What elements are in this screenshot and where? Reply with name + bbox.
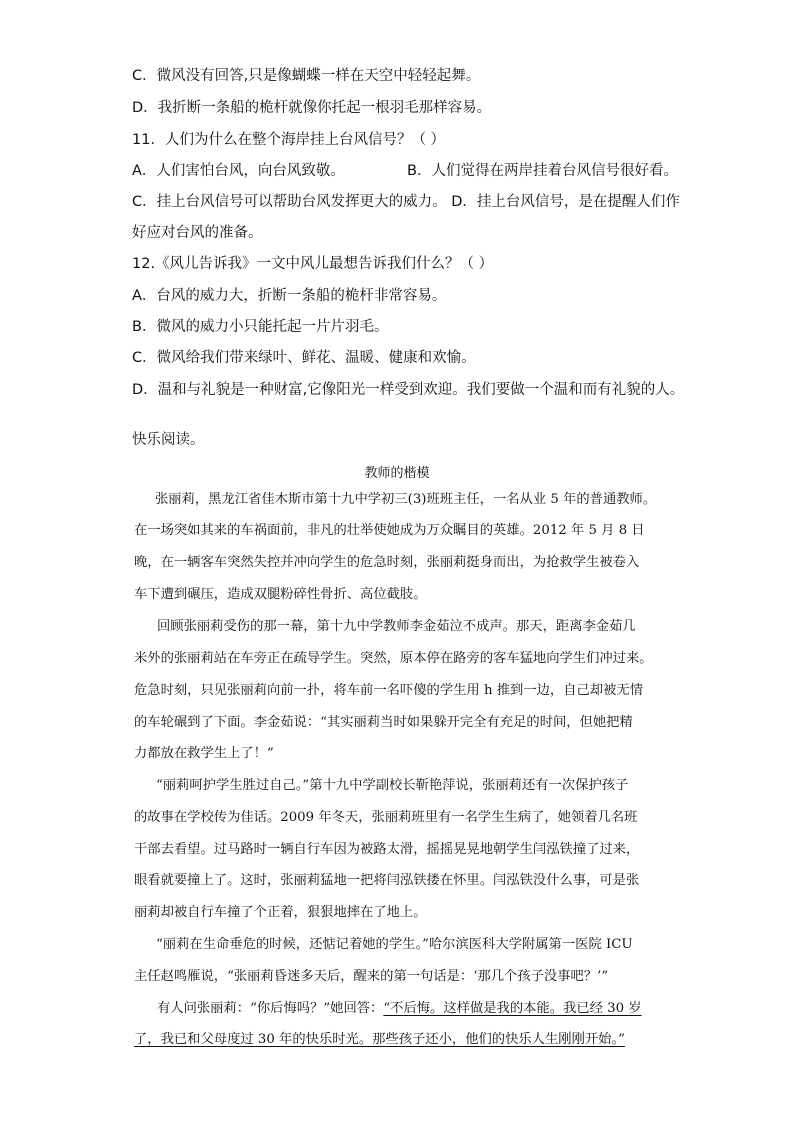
article-title: 教师的楷模 [364, 466, 430, 481]
underlined-answer-cont: 了，我已和父母度过 30 年的快乐时光。那些孩子还小，他们的快乐人生刚刚开始。” [134, 1032, 625, 1047]
article-line: 回顾张丽莉受伤的那一幕，第十九中学教师李金茹泣不成声。那天，距离李金茹几 [157, 619, 636, 634]
section-label: 快乐阅读。 [132, 432, 205, 448]
q11-stem: 11．人们为什么在整个海岸挂上台风信号？（ ） [132, 132, 446, 148]
underlined-answer: “不后悔。这样做是我的本能。我已经 30 岁 [383, 1001, 642, 1016]
q12-option-a: A．台风的威力大，折断一条船的桅杆非常容易。 [132, 288, 447, 304]
article-line: 在一场突如其来的车祸面前，非凡的壮举使她成为万众瞩目的英雄。2012 年 5 月 8 日 [134, 523, 645, 538]
article-line: 的车轮碾到了下面。李金茹说：“其实丽莉当时如果躲开完全有充足的时间，但她把精 [134, 715, 633, 730]
article-line: 米外的张丽莉站在车旁正在疏导学生。突然，原本停在路旁的客车猛地向学生们冲过来。 [134, 651, 653, 666]
q11-option-cd: C．挂上台风信号可以帮助台风发挥更大的威力。 D．挂上台风信号，是在提醒人们作 [132, 194, 680, 210]
article-line: 车下遭到碾压，造成双腿粉碎性骨折、高位截肢。 [134, 587, 427, 602]
q10-option-d: D．我折断一条船的桅杆就像你托起一根羽毛那样容易。 [132, 100, 492, 116]
article-line: “丽莉呵护学生胜过自己。”第十九中学副校长靳艳萍说，张丽莉还有一次保护孩子 [156, 778, 629, 793]
q11-option-b: B．人们觉得在两岸挂着台风信号很好看。 [407, 163, 678, 179]
article-line: 力都放在救学生上了！” [134, 746, 274, 761]
q12-option-b: B．微风的威力小只能托起一片片羽毛。 [132, 319, 389, 335]
article-line: 主任赵鸣雁说，“张丽莉昏迷多天后，醒来的第一句话是：‘那几个孩子没事吧？’” [134, 969, 609, 984]
q12-option-c: C．微风给我们带来绿叶、鲜花、温暖、健康和欢愉。 [132, 350, 476, 366]
article-line: 的故事在学校传为佳话。2009 年冬天，张丽莉班里有一名学生生病了，她领着几名班 [134, 810, 638, 825]
article-line: “丽莉在生命垂危的时候，还惦记着她的学生。”哈尔滨医科大学附属第一医院 ICU [156, 937, 633, 952]
q12-option-d: D．温和与礼貌是一种财富,它像阳光一样受到欢迎。我们要做一个温和而有礼貌的人。 [132, 382, 685, 398]
article-line [157, 999, 642, 1019]
article-line: 干部去看望。过马路时一辆自行车因为被路太滑，摇摇晃晃地朝学生闫泓铁撞了过来， [134, 842, 640, 857]
article-line: 张丽莉，黑龙江省佳木斯市第十九中学初三(3)班班主任，一名从业 5 年的普通教师。 [155, 492, 657, 507]
question-phrase: 有人问张丽莉：“你后悔吗？”她回答： [157, 1001, 384, 1016]
article-line: 危急时刻，只见张丽莉向前一扑，将车前一名吓傻的学生用 h 推到一边，自己却被无情 [134, 683, 644, 698]
q11-option-d-cont: 好应对台风的准备。 [132, 225, 263, 241]
q11-option-a: A．人们害怕台风，向台风致敬。 [132, 163, 345, 179]
q12-stem: 12.《风儿告诉我》一文中风儿最想告诉我们什么？（ ） [132, 256, 494, 272]
article-line: 丽莉却被自行车撞了个正着，狠狠地摔在了地上。 [134, 905, 427, 920]
article-line: 晚，在一辆客车突然失控并冲向学生的危急时刻，张丽莉挺身而出，为抢救学生被卷入 [134, 555, 640, 570]
q10-option-c: C．微风没有回答,只是像蝴蝶一样在天空中轻轻起舞。 [132, 68, 481, 84]
article-line: 眼看就要撞上了。这时，张丽莉猛地一把将闫泓铁搂在怀里。闫泓铁没什么事，可是张 [134, 873, 640, 888]
